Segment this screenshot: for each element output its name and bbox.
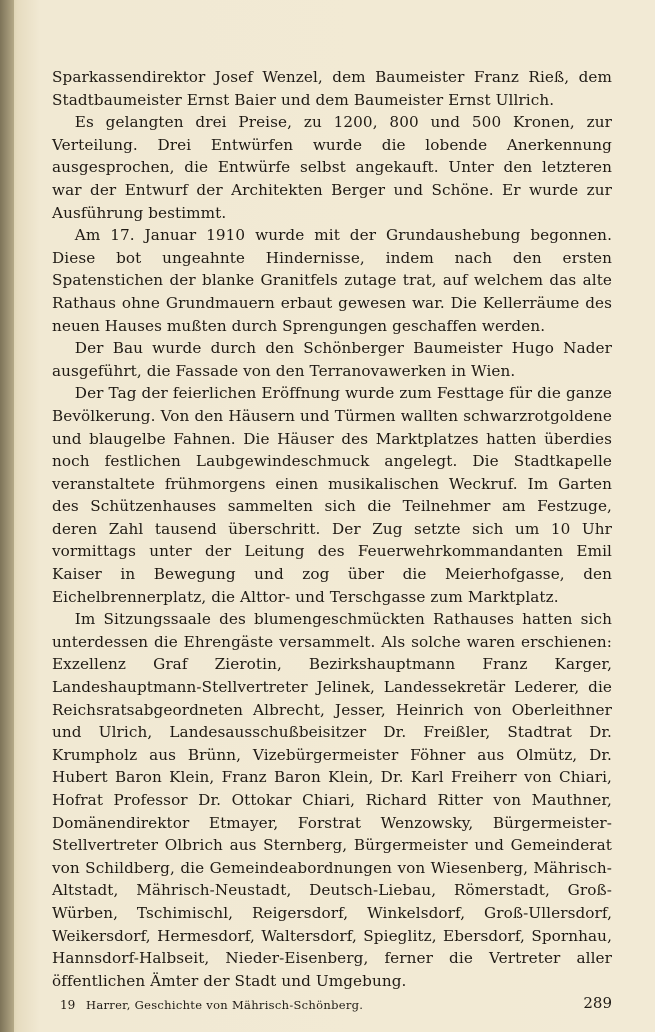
paragraph-construction: Der Bau wurde durch den Schönberger Baumeister Hugo Nader ausgeführt, die Fassade von den Terranovawerken in Wien. bbox=[52, 339, 612, 380]
running-title: Harrer, Geschichte von Mährisch-Schönberg. bbox=[86, 998, 364, 1012]
paragraph-excavation: Am 17. Januar 1910 wurde mit der Grundaushebung begonnen. Diese bot ungeahnte Hindernisse, indem nach den ersten Spatenstichen der blanke Granitfels zutage trat, auf welchem das alte Rathaus ohne Grundmauern erbaut gewesen war. Die Kellerräume des neuen Hauses mußten durch Sprengungen geschaffen werden. bbox=[52, 226, 612, 335]
paragraph-guests: Im Sitzungssaale des blumengeschmückten Rathauses hatten sich unterdessen die Ehrengäste versammelt. Als solche waren erschienen: Exzellenz Graf Zierotin, Bezirkshauptmann Franz Karger, Landeshauptmann-Stellvertreter Jelinek, Landessekretär Lederer, die Reichsratsabgeordneten Albrecht, Jesser, Heinrich von Oberleithner und Ulrich, Landesausschußbeisitzer Dr. Freißler, Stadtrat Dr. Krumpholz aus Brünn, Vizebürgermeister Föhner aus Olmütz, Dr. Hubert Baron Klein, Franz Baron Klein, Dr. Karl Freiherr von Chiari, Hofrat Professor Dr. Ottokar Chiari, Richard Ritter von Mauthner, Domänendirektor Etmayer, Forstrat Wenzowsky, Bürgermeister-Stellvertreter Olbrich aus Sternberg, Bürgermeister und Gemeinderat von Schildberg, die Gemeindeabordnungen von Wiesenberg, Mährisch-Altstadt, Mährisch-Neustadt, Deutsch-Liebau, Römerstadt, Groß-Würben, Tschimischl, Reigersdorf, Winkelsdorf, Groß-Ullersdorf, Weikersdorf, Hermesdorf, Waltersdorf, Spieglitz, Ebersdorf, Spornhau, Hannsdorf-Halbseit, Nieder-Eisenberg, ferner die Vertreter aller öffentlichen Ämter der Stadt und Umgebung. bbox=[52, 610, 612, 990]
page-number: 289 bbox=[583, 994, 612, 1012]
paragraph-prizes: Es gelangten drei Preise, zu 1200, 800 und 500 Kronen, zur Verteilung. Drei Entwürfen wurde die lobende Anerkennung ausgesprochen, die Entwürfe selbst angekauft. Unter den letzteren war der Entwurf der Architekten Berger und Schöne. Er wurde zur Ausführung bestimmt. bbox=[52, 113, 612, 222]
signature-mark: 19 bbox=[60, 998, 76, 1012]
body-text bbox=[52, 66, 612, 992]
paragraph-opening-day: Der Tag der feierlichen Eröffnung wurde zum Festtage für die ganze Bevölkerung. Von den Häusern und Türmen wallten schwarzrotgoldene und blaugelbe Fahnen. Die Häuser des Marktplatzes hatten überdies noch festlichen Laubgewindeschmuck angelegt. Die Stadtkapelle veranstaltete frühmorgens einen musikalischen Weckruf. Im Garten des Schützenhauses sammelten sich die Teilnehmer am Festzuge, deren Zahl tausend überschritt. Der Zug setzte sich um 10 Uhr vormittags unter der Leitung des Feuerwehrkommandanten Emil Kaiser in Bewegung und zog über die Meierhofgasse, den Eichelbrennerplatz, die Alttor- und Terschgasse zum Marktplatz. bbox=[52, 384, 612, 606]
paragraph-continued: Sparkassendirektor Josef Wenzel, dem Baumeister Franz Rieß, dem Stadtbaumeister Ernst Baier und dem Baumeister Ernst Ullrich. bbox=[52, 68, 612, 109]
page-footer bbox=[60, 994, 612, 1018]
page-gutter-shadow bbox=[0, 0, 14, 1032]
